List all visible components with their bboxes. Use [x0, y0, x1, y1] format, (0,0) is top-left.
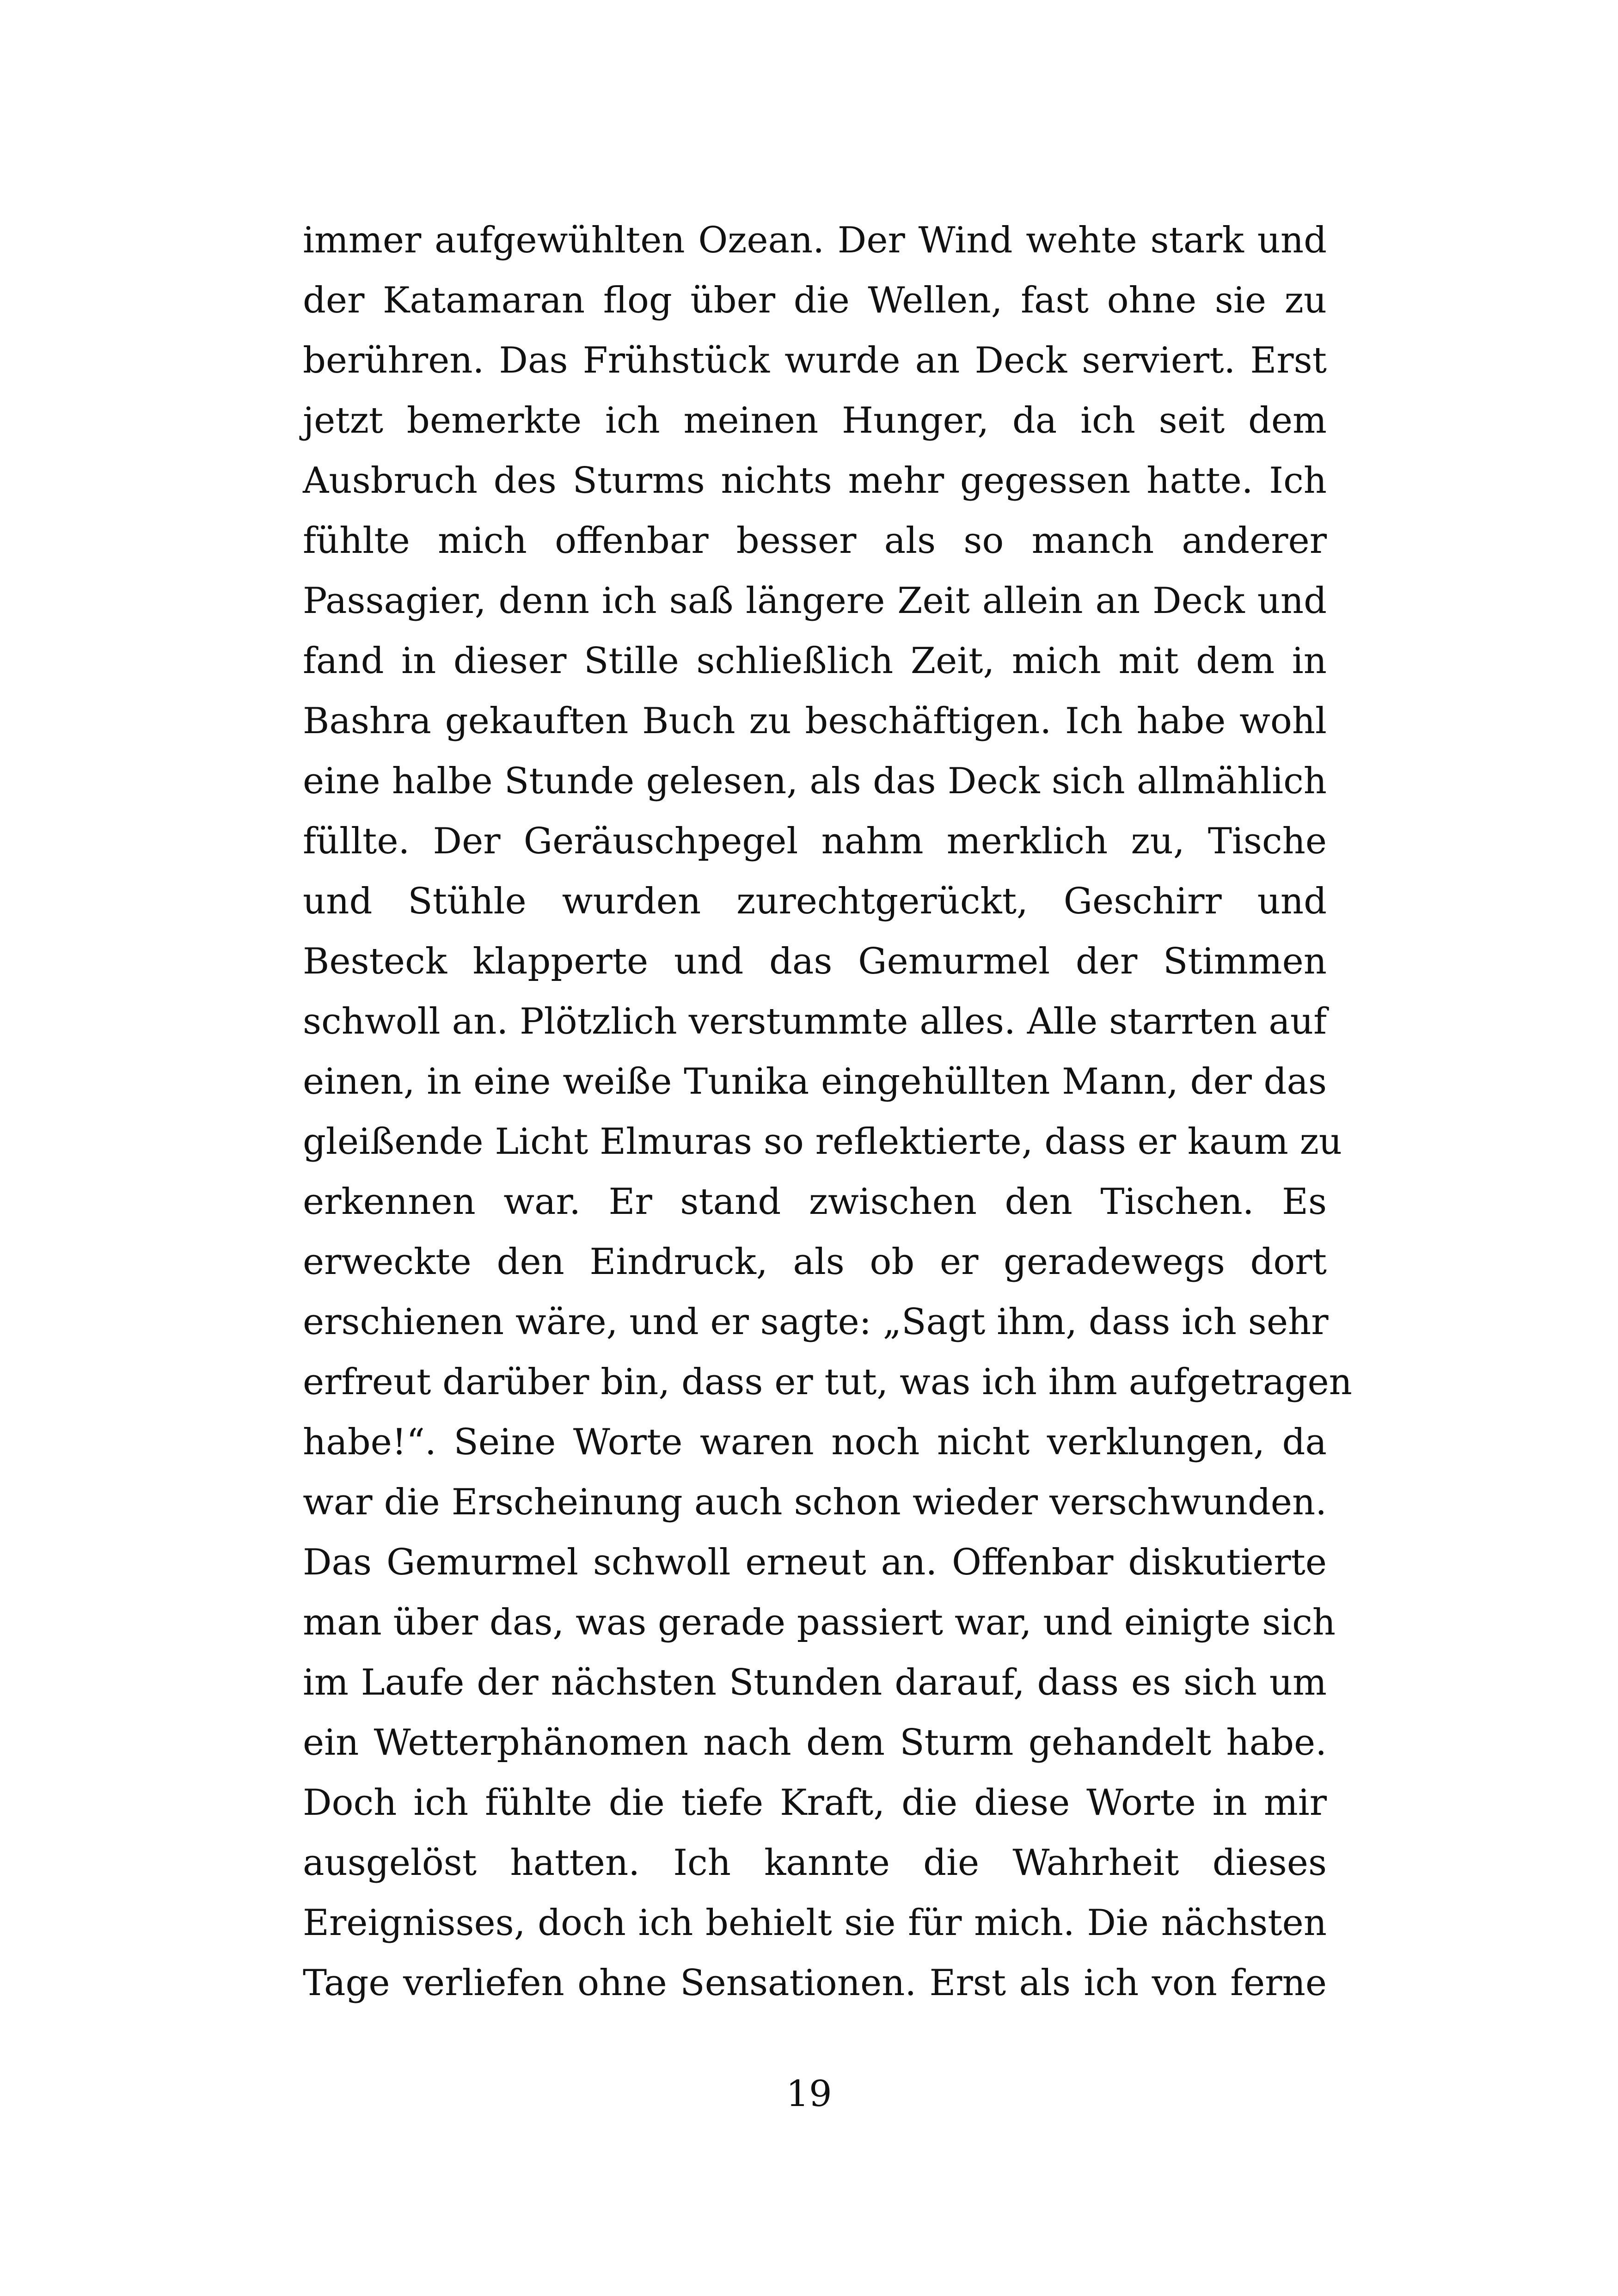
text-line: man über das, was gerade passiert war, und einigte sich: [303, 1602, 1336, 1643]
text-line: Ereignisses, doch ich behielt sie für mich. Die nächsten: [303, 1902, 1327, 1944]
text-line: der Katamaran flog über die Wellen, fast ohne sie zu: [303, 280, 1327, 321]
text-line: und Stühle wurden zurechtgerückt, Geschirr und: [303, 881, 1327, 922]
text-line: eine halbe Stunde gelesen, als das Deck sich allmählich: [303, 760, 1327, 802]
text-line: habe!“. Seine Worte waren noch nicht verklungen, da: [303, 1421, 1327, 1463]
text-line: fühlte mich offenbar besser als so manch anderer: [303, 520, 1327, 562]
text-line: erfreut darüber bin, dass er tut, was ich ihm aufgetragen: [303, 1361, 1352, 1403]
text-line: erweckte den Eindruck, als ob er geradewegs dort: [303, 1241, 1327, 1283]
text-line: einen, in eine weiße Tunika eingehüllten Mann, der das: [303, 1061, 1327, 1102]
text-line: Tage verliefen ohne Sensationen. Erst als ich von ferne: [303, 1962, 1327, 2004]
text-line: jetzt bemerkte ich meinen Hunger, da ich seit dem: [303, 400, 1327, 441]
text-line: immer aufgewühlten Ozean. Der Wind wehte stark und: [303, 220, 1327, 261]
text-line: ein Wetterphänomen nach dem Sturm gehandelt habe.: [303, 1722, 1327, 1763]
text-line: schwoll an. Plötzlich verstummte alles. Alle starrten auf: [303, 1001, 1327, 1042]
text-line: Besteck klapperte und das Gemurmel der Stimmen: [303, 941, 1327, 982]
text-line: Bashra gekauften Buch zu beschäftigen. Ich habe wohl: [303, 700, 1327, 742]
text-line: gleißende Licht Elmuras so reflektierte, dass er kaum zu: [303, 1121, 1342, 1163]
text-line: erschienen wäre, und er sagte: „Sagt ihm, dass ich sehr: [303, 1301, 1329, 1343]
text-line: füllte. Der Geräuschpegel nahm merklich zu, Tische: [303, 820, 1327, 862]
text-line: ausgelöst hatten. Ich kannte die Wahrheit dieses: [303, 1842, 1327, 1884]
text-line: Das Gemurmel schwoll erneut an. Offenbar diskutierte: [303, 1542, 1327, 1583]
page-number: 19: [786, 2073, 832, 2115]
text-line: Ausbruch des Sturms nichts mehr gegessen hatte. Ich: [303, 460, 1327, 502]
text-line: berühren. Das Frühstück wurde an Deck serviert. Erst: [303, 340, 1327, 381]
text-line: Passagier, denn ich saß längere Zeit allein an Deck und: [303, 580, 1327, 622]
text-line: fand in dieser Stille schließlich Zeit, mich mit dem in: [303, 640, 1327, 682]
text-line: Doch ich fühlte die tiefe Kraft, die diese Worte in mir: [303, 1782, 1327, 1824]
text-line: erkennen war. Er stand zwischen den Tischen. Es: [303, 1181, 1327, 1223]
body-paragraph: [303, 210, 1352, 2013]
text-line: im Laufe der nächsten Stunden darauf, dass es sich um: [303, 1662, 1327, 1703]
text-line: war die Erscheinung auch schon wieder verschwunden.: [303, 1482, 1327, 1523]
